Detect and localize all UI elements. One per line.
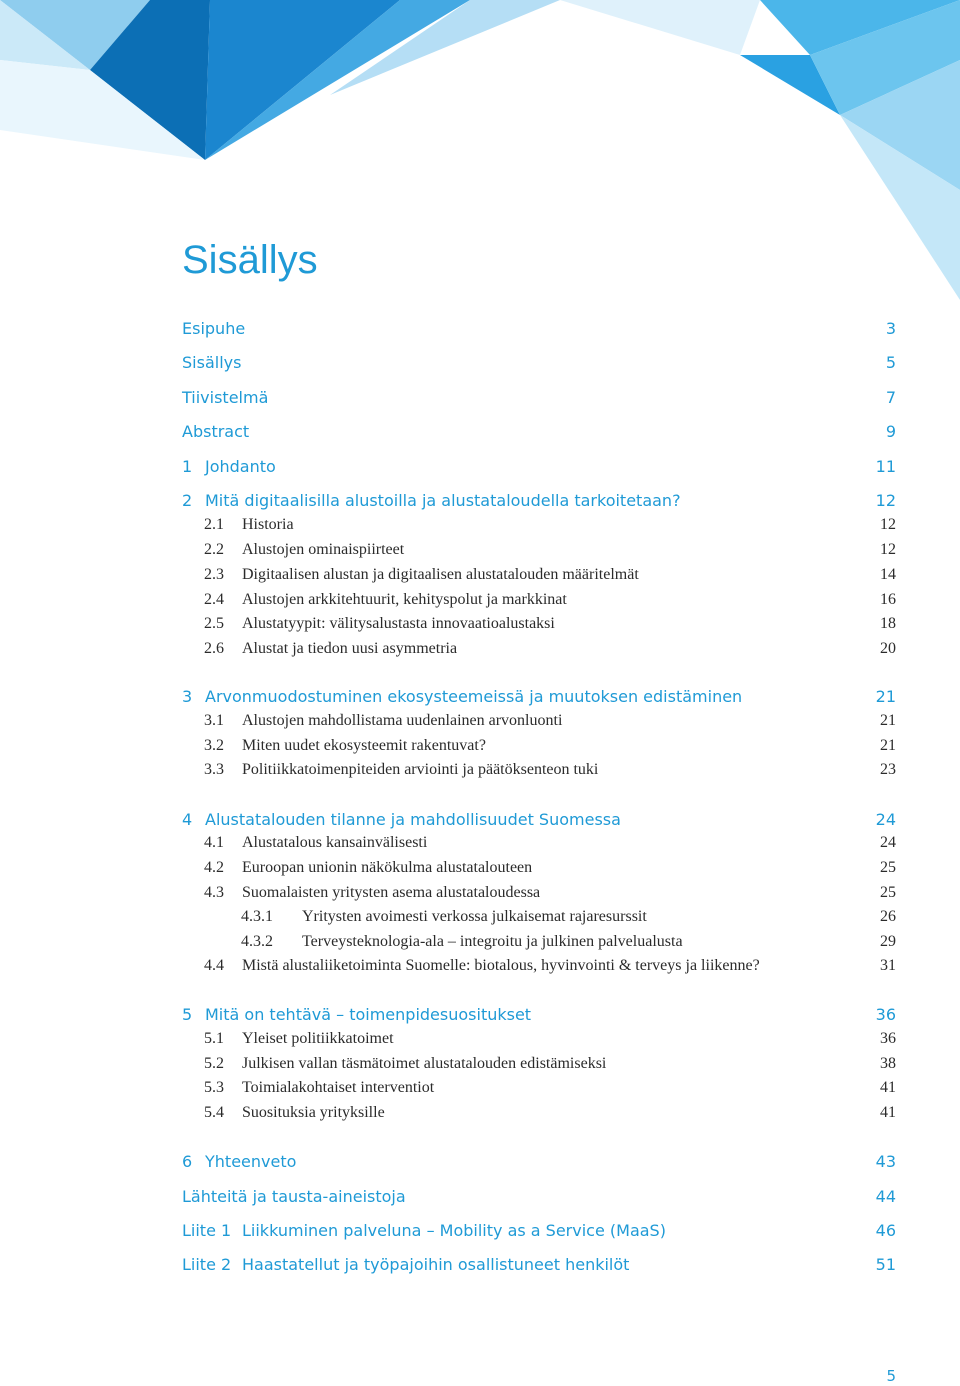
toc-entry-page: 12 — [880, 541, 896, 558]
toc-entry-number: Liite 2 — [182, 1255, 232, 1274]
toc-entry-number: 4.1 — [204, 834, 224, 851]
toc-entry-label: Politiikkatoimenpiteiden arviointi ja päätöksenteon tuki — [242, 761, 599, 778]
toc-entry-number: 2 — [182, 491, 193, 510]
toc-entry[interactable] — [182, 1104, 896, 1132]
toc-entry[interactable] — [182, 834, 896, 862]
toc-entry[interactable] — [182, 422, 896, 450]
toc-entry-page: 21 — [875, 687, 896, 706]
toc-entry-number: 6 — [182, 1152, 193, 1171]
toc-entry-page: 9 — [885, 422, 896, 441]
toc-entry[interactable] — [182, 1005, 896, 1033]
toc-entry-label: Yritysten avoimesti verkossa julkaisemat rajaresurssit — [302, 908, 647, 925]
toc-entry-number: 1 — [182, 457, 193, 476]
toc-entry[interactable] — [182, 761, 896, 789]
toc-entry-label: Digitaalisen alustan ja digitaalisen alustatalouden määritelmät — [242, 566, 639, 583]
toc-entry-page: 21 — [880, 712, 896, 729]
toc-entry-label: Alustatalous kansainvälisesti — [242, 834, 428, 851]
toc-entry-page: 21 — [880, 737, 896, 754]
toc-entry-label: Mistä alustaliiketoiminta Suomelle: biotalous, hyvinvointi & terveys ja liikenne? — [242, 957, 760, 974]
toc-entry-label: Euroopan unionin näkökulma alustatalouteen — [242, 859, 533, 876]
toc-entry-number: 4.4 — [204, 957, 224, 974]
toc-entry-label: Yleiset politiikkatoimet — [242, 1030, 394, 1047]
toc-entry[interactable] — [182, 491, 896, 519]
toc-entry-label: Terveysteknologia-ala – integroitu ja julkinen palvelualusta — [302, 933, 683, 950]
toc-entry-label: Julkisen vallan täsmätoimet alustatalouden edistämiseksi — [242, 1055, 607, 1072]
toc-entry[interactable] — [182, 1152, 896, 1180]
toc-entry[interactable] — [182, 388, 896, 416]
toc-entry-page: 25 — [880, 884, 896, 901]
toc-entry-number: 3 — [182, 687, 193, 706]
toc-entry[interactable] — [182, 957, 896, 985]
toc-entry-number: 4.3.2 — [241, 933, 273, 950]
toc-entry-number: 5.4 — [204, 1104, 224, 1121]
toc-entry-page: 18 — [880, 615, 896, 632]
toc-entry-label: Alustat ja tiedon uusi asymmetria — [242, 640, 458, 657]
toc-entry[interactable] — [182, 1221, 896, 1249]
toc-entry-page: 24 — [875, 810, 896, 829]
toc-entry-page: 24 — [880, 834, 896, 851]
toc-entry-page: 20 — [880, 640, 896, 657]
toc-entry-page: 29 — [880, 933, 896, 950]
toc-entry-page: 51 — [875, 1255, 896, 1274]
toc-entry-number: 5.2 — [204, 1055, 224, 1072]
toc-entry-number: 5 — [182, 1005, 193, 1024]
toc-entry-number: Liite 1 — [182, 1221, 232, 1240]
toc-entry-page: 38 — [880, 1055, 896, 1072]
toc-entry-label: Alustojen mahdollistama uudenlainen arvonluonti — [242, 712, 563, 729]
toc-entry-label: Yhteenveto — [205, 1152, 297, 1171]
toc-entry-number: 2.6 — [204, 640, 224, 657]
toc-entry[interactable] — [182, 457, 896, 485]
toc-entry-page: 5 — [885, 353, 896, 372]
toc-entry-page: 26 — [880, 908, 896, 925]
toc-entry-number: 4.2 — [204, 859, 224, 876]
toc-entry-label: Mitä on tehtävä – toimenpidesuositukset — [205, 1005, 532, 1024]
toc-entry[interactable] — [182, 908, 896, 936]
toc-entry-label: Arvonmuodostuminen ekosysteemeissä ja muutoksen edistäminen — [205, 687, 743, 706]
toc-entry-number: 2.4 — [204, 591, 224, 608]
toc-entry-label: Sisällys — [182, 353, 242, 372]
toc-entry-number: 4.3 — [204, 884, 224, 901]
toc-entry-page: 14 — [880, 566, 896, 583]
toc-entry-label: Abstract — [182, 422, 250, 441]
toc-entry-label: Lähteitä ja tausta-aineistoja — [182, 1187, 406, 1206]
toc-entry-page: 46 — [875, 1221, 896, 1240]
toc-entry-number: 4.3.1 — [241, 908, 273, 925]
toc-entry-label: Haastatellut ja työpajoihin osallistuneet henkilöt — [242, 1255, 630, 1274]
toc-entry-page: 36 — [880, 1030, 896, 1047]
toc-entry[interactable] — [182, 615, 896, 643]
page-number: 5 — [886, 1367, 896, 1385]
toc-entry[interactable] — [182, 1030, 896, 1058]
toc-entry-label: Johdanto — [205, 457, 276, 476]
toc-entry[interactable] — [182, 541, 896, 569]
toc-entry[interactable] — [182, 712, 896, 740]
toc-entry-label: Tiivistelmä — [182, 388, 269, 407]
toc-entry-number: 5.3 — [204, 1079, 224, 1096]
toc-entry-page: 11 — [875, 457, 896, 476]
toc-entry-page: 16 — [880, 591, 896, 608]
toc-entry-page: 41 — [880, 1104, 896, 1121]
toc-entry-page: 12 — [875, 491, 896, 510]
toc-entry-number: 4 — [182, 810, 193, 829]
toc-entry[interactable] — [182, 687, 896, 715]
toc-entry-page: 36 — [875, 1005, 896, 1024]
toc-entry[interactable] — [182, 566, 896, 594]
toc-entry-page: 44 — [875, 1187, 896, 1206]
toc-entry-page: 12 — [880, 516, 896, 533]
toc-entry-label: Suosituksia yrityksille — [242, 1104, 385, 1121]
toc-entry-label: Historia — [242, 516, 294, 533]
toc-entry[interactable] — [182, 353, 896, 381]
toc-entry-number: 2.2 — [204, 541, 224, 558]
toc-entry-number: 2.5 — [204, 615, 224, 632]
toc-entry[interactable] — [182, 640, 896, 668]
toc-entry-label: Toimialakohtaiset interventiot — [242, 1079, 435, 1096]
toc-entry-label: Alustatalouden tilanne ja mahdollisuudet Suomessa — [205, 810, 621, 829]
page-title: Sisällys — [182, 238, 318, 282]
toc-entry-label: Alustojen ominaispiirteet — [242, 541, 405, 558]
toc-entry[interactable] — [182, 319, 896, 347]
toc-entry-page: 25 — [880, 859, 896, 876]
toc-entry-number: 3.3 — [204, 761, 224, 778]
toc-entry-label: Suomalaisten yritysten asema alustataloudessa — [242, 884, 541, 901]
toc-entry-label: Esipuhe — [182, 319, 246, 338]
toc-entry-page: 43 — [875, 1152, 896, 1171]
toc-entry-number: 5.1 — [204, 1030, 224, 1047]
toc-entry[interactable] — [182, 1079, 896, 1107]
toc-entry-page: 41 — [880, 1079, 896, 1096]
toc-entry-number: 2.3 — [204, 566, 224, 583]
toc-entry-number: 2.1 — [204, 516, 224, 533]
toc-entry-page: 31 — [880, 957, 896, 974]
toc-entry[interactable] — [182, 516, 896, 544]
toc-entry-label: Miten uudet ekosysteemit rakentuvat? — [242, 737, 486, 754]
toc-entry[interactable] — [182, 1255, 896, 1283]
toc-entry-label: Mitä digitaalisilla alustoilla ja alustataloudella tarkoitetaan? — [205, 491, 681, 510]
toc-entry-page: 7 — [885, 388, 896, 407]
toc-entry-label: Liikkuminen palveluna – Mobility as a Service (MaaS) — [242, 1221, 666, 1240]
toc-entry-page: 3 — [885, 319, 896, 338]
toc-entry[interactable] — [182, 1187, 896, 1215]
toc-entry[interactable] — [182, 859, 896, 887]
toc-entry-number: 3.2 — [204, 737, 224, 754]
toc-entry-number: 3.1 — [204, 712, 224, 729]
toc-entry-page: 23 — [880, 761, 896, 778]
toc-entry-label: Alustatyypit: välitysalustasta innovaatioalustaksi — [242, 615, 555, 632]
toc-entry-label: Alustojen arkkitehtuurit, kehityspolut ja markkinat — [242, 591, 567, 608]
